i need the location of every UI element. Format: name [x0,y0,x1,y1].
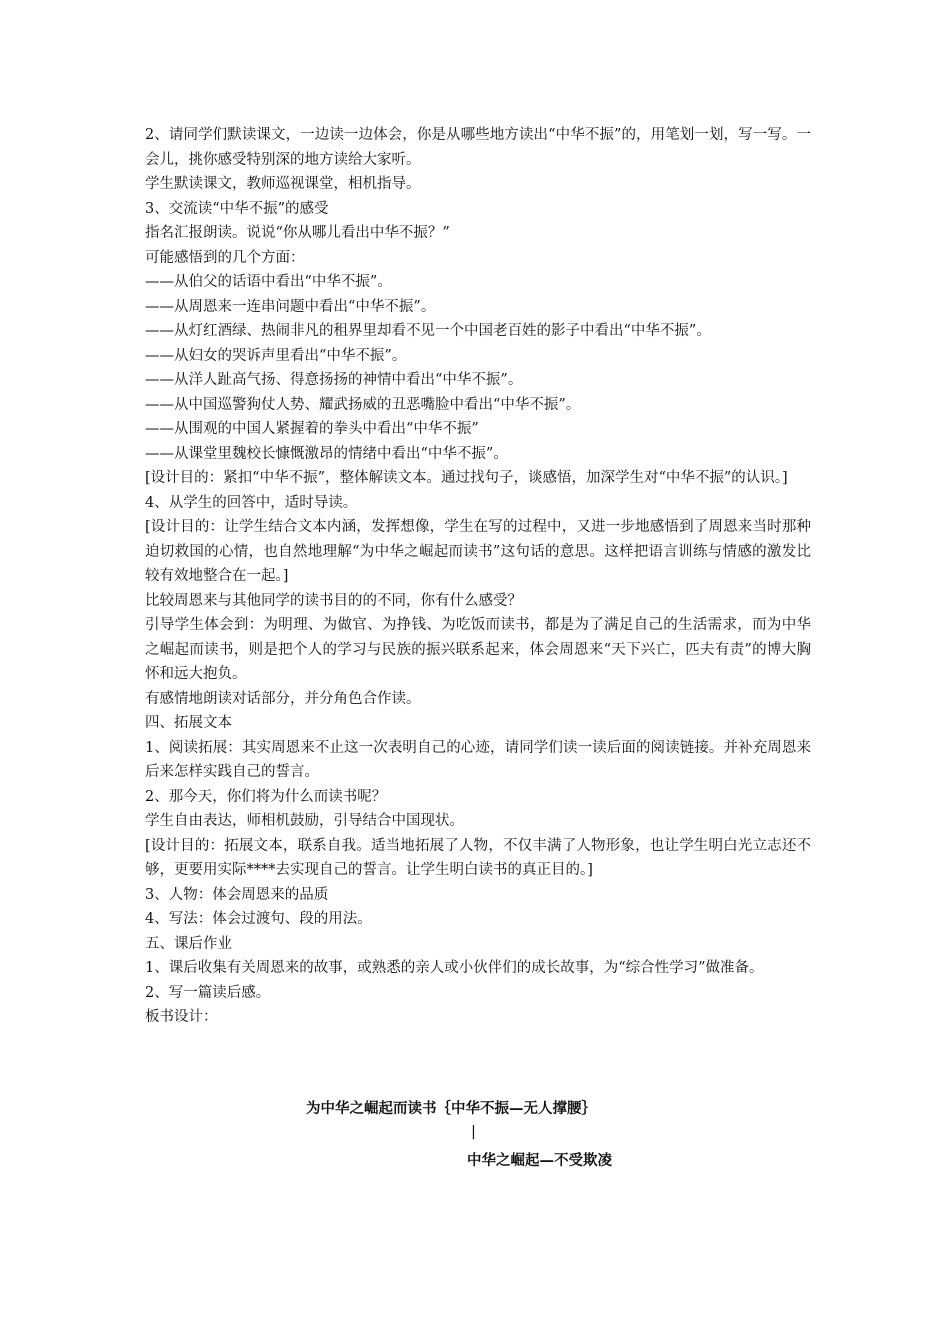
list-item: ——从妇女的哭诉声里看出“中华不振”。 [145,347,407,364]
paragraph: 指名汇报朗读。说说“你从哪儿看出中华不振？” [145,225,450,241]
paragraph: 1、阅读拓展：其实周恩来不止这一次表明自己的心迹，请同学们读一读后面的阅读链接。并补充周恩来后来怎样实践自己的誓言。 [145,739,811,780]
paragraph: 有感情地朗读对话部分，并分角色合作读。 [145,690,421,707]
paragraph: 2、那今天，你们将为什么而读书呢？ [145,788,387,805]
list-item: ——从围观的中国人紧握着的拳头中看出“中华不振” [145,421,479,437]
paragraph: 板书设计： [145,1009,218,1025]
paragraph: 3、交流读“中华不振”的感受 [145,200,329,217]
section-heading: 四、拓展文本 [145,715,232,731]
list-item: ——从灯红酒绿、热闹非凡的租界里却看不见一个中国老百姓的影子中看出“中华不振”。 [145,323,711,339]
list-item: ——从洋人趾高气扬、得意扬扬的神情中看出“中华不振”。 [145,372,523,388]
design-note: [设计目的：紧扣“中华不振”，整体解读文本。通过找句子，谈感悟，加深学生对“中华不振”的认识。] [145,470,788,486]
design-note: [设计目的：让学生结合文本内涵，发挥想像，学生在写的过程中，又进一步地感悟到了周恩来当时那种迫切救国的心情，也自然地理解“为中华之崛起而读书”这句话的意思。这样把语言训练与情感的激发比较有效地整合在一起。] [145,519,811,584]
paragraph: 学生默读课文，教师巡视课堂，相机指导。 [145,176,421,192]
paragraph: 3、人物：体会周恩来的品质 [145,886,329,903]
document-body [145,123,811,1030]
paragraph: 2、写一篇读后感。 [145,984,271,1001]
paragraph: 4、从学生的回答中，适时导读。 [145,494,358,511]
list-item: ——从中国巡警狗仗人势、耀武扬威的丑恶嘴脸中看出“中华不振”。 [145,396,581,413]
paragraph: 比较周恩来与其他同学的读书目的的不同，你有什么感受？ [145,592,522,609]
paragraph: 引导学生体会到：为明理、为做官、为挣钱、为吃饭而读书，都是为了满足自己的生活需求，而为中华之崛起而读书，则是把个人的学习与民族的振兴联系起来，体会周恩来“天下兴亡，匹夫有责”的博大胸怀和远大抱负。 [145,617,811,682]
paragraph: 2、请同学们默读课文，一边读一边体会，你是从哪些地方读出“中华不振”的，用笔划一划，写一写。一会儿，挑你感受特别深的地方读给大家听。 [145,127,811,168]
board-subtitle: 中华之崛起—不受欺凌 [467,1153,612,1169]
board-connector: | [471,1124,476,1140]
board-title: 为中华之崛起而读书｛中华不振—无人撑腰｝ [306,1101,596,1117]
paragraph: 4、写法：体会过渡句、段的用法。 [145,911,372,927]
design-note: [设计目的：拓展文本，联系自我。适当地拓展了人物，不仅丰满了人物形象，也让学生明白光立志还不够，更要用实际****去实现自己的誓言。让学生明白读书的真正目的。] [145,837,811,878]
paragraph: 学生自由表达，师相机鼓励，引导结合中国现状。 [145,813,464,829]
paragraph: 1、课后收集有关周恩来的故事，或熟悉的亲人或小伙伴们的成长故事，为“综合性学习”做准备。 [145,960,764,976]
paragraph: 可能感悟到的几个方面： [145,249,305,266]
list-item: ——从周恩来一连串问题中看出“中华不振”。 [145,298,436,315]
section-heading: 五、课后作业 [145,935,232,952]
list-item: ——从课堂里魏校长慷慨激昂的情绪中看出“中华不振”。 [145,445,508,462]
list-item: ——从伯父的话语中看出“中华不振”。 [145,274,392,290]
